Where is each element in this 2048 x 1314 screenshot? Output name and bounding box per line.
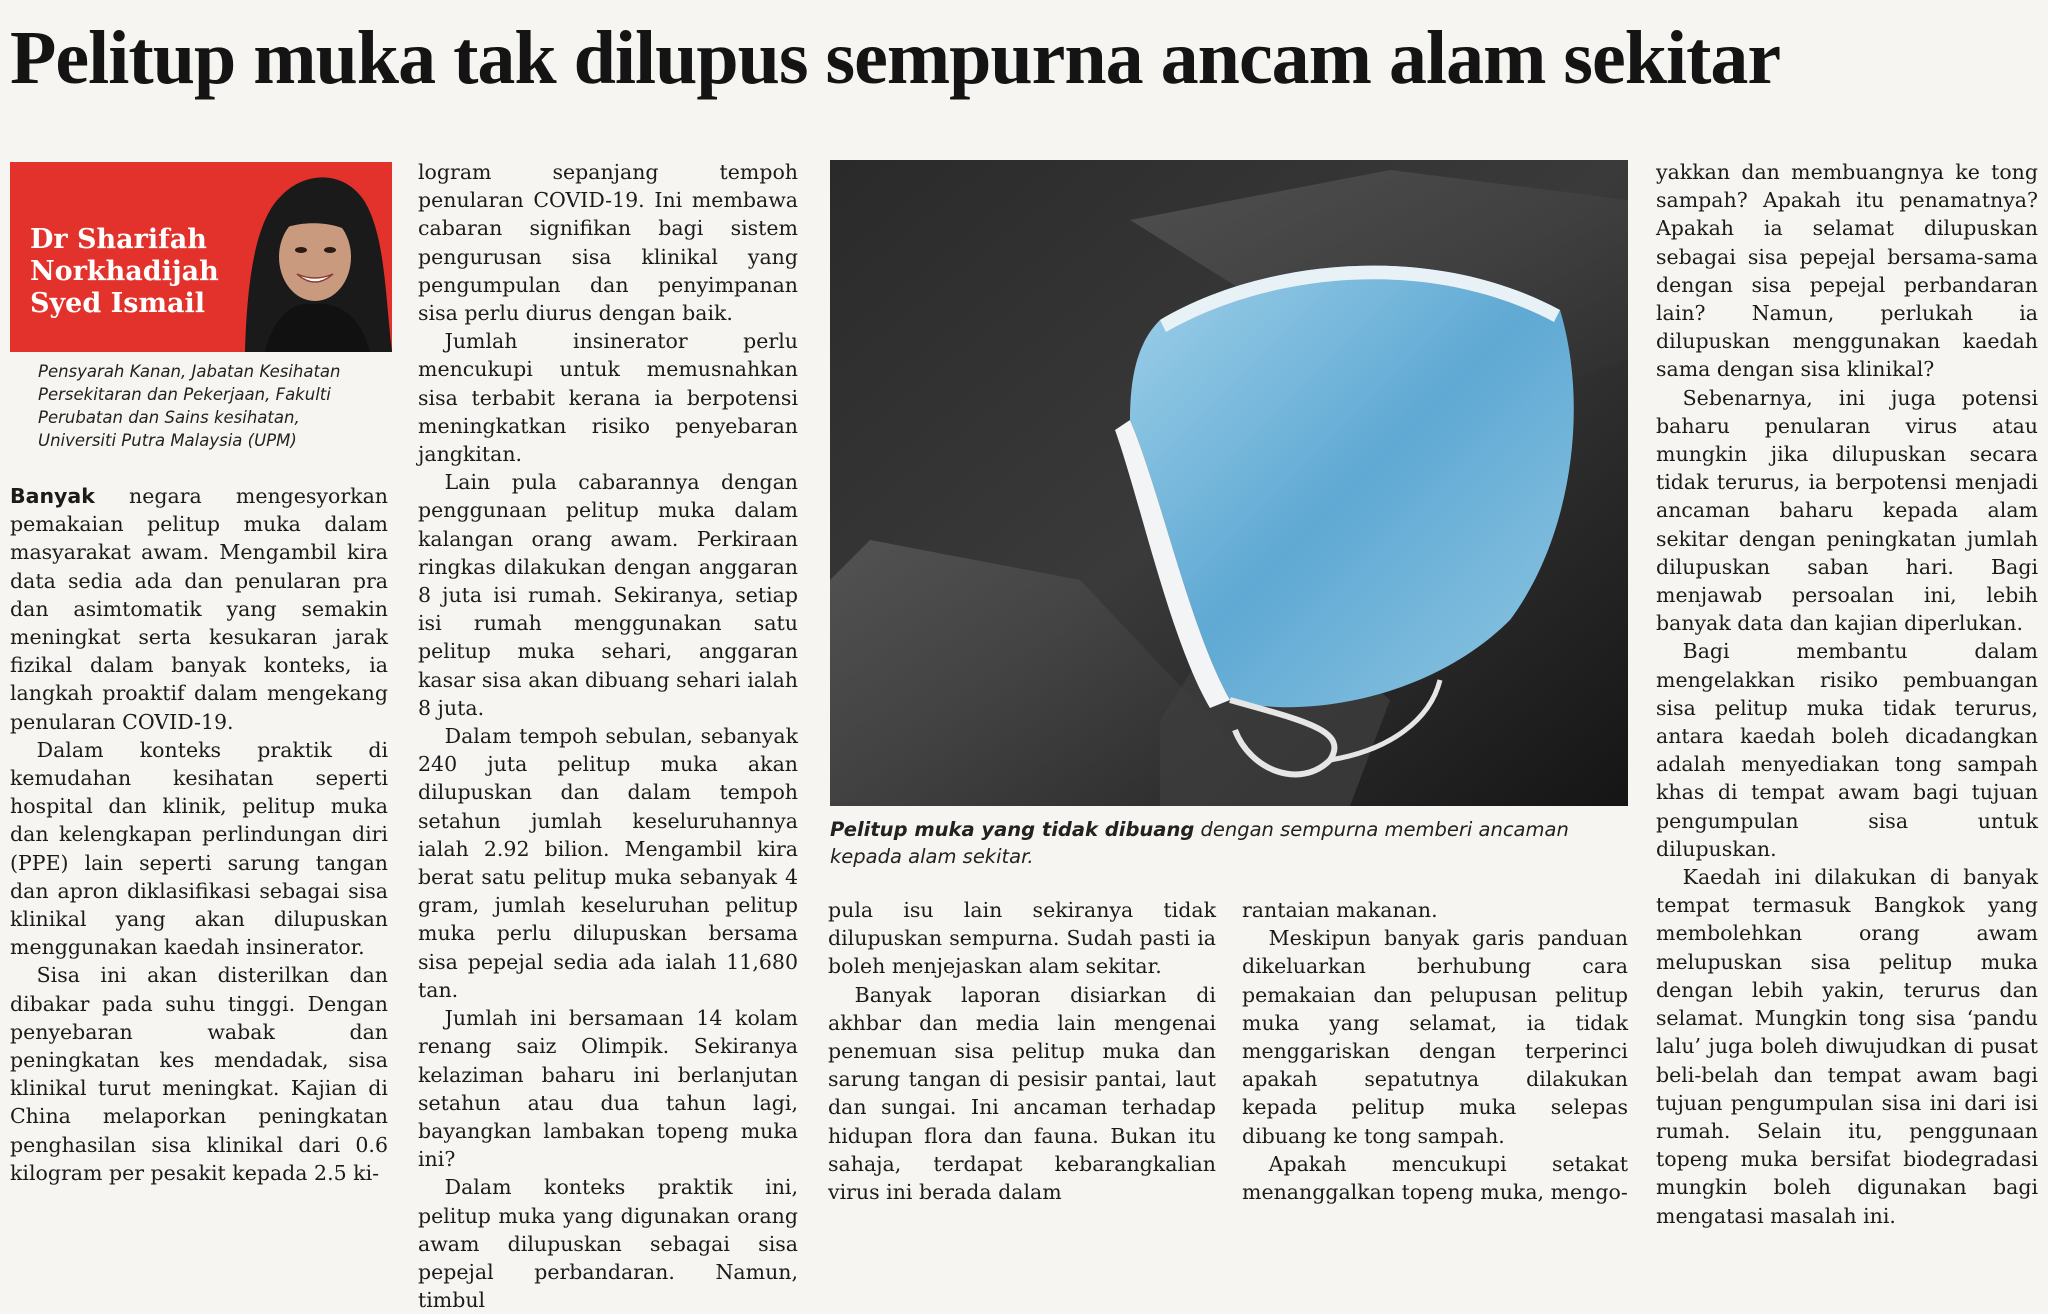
author-box bbox=[10, 162, 392, 352]
lead-word: Banyak bbox=[10, 484, 95, 508]
paragraph: Dalam konteks praktik di kemudahan kesihatan seperti hospital dan klinik, pelitup muka dan kelengkapan perlindungan diri (PPE) lain seperti sarung tangan dan apron diklasifikasi sebagai sisa klinikal yang akan dilupuskan menggunakan kaedah insinerator. bbox=[10, 737, 388, 960]
author-name-line: Dr Sharifah bbox=[30, 224, 207, 255]
article-column-5 bbox=[1656, 158, 2038, 1228]
photo-caption bbox=[830, 816, 1630, 870]
author-affiliation-line: Persekitaran dan Pekerjaan, Fakulti bbox=[38, 385, 331, 404]
caption-text: dengan sempurna memberi ancaman kepada alam sekitar. bbox=[830, 818, 1569, 868]
paragraph: Sisa ini akan disterilkan dan dibakar pada suhu tinggi. Dengan penyebaran wabak dan peningkatan kes mendadak, sisa klinikal turut meningkat. Kajian di China melaporkan peningkatan penghasilan sisa klinikal dari 0.6 kilogram per pesakit kepada 2.5 ki- bbox=[10, 963, 388, 1185]
paragraph: logram sepanjang tempoh penularan COVID-19. Ini membawa cabaran signifikan bagi sistem pengurusan sisa klinikal yang pengumpulan dan penyimpanan sisa perlu diurus dengan baik. bbox=[418, 160, 798, 326]
paragraph: Banyak laporan disiarkan di akhbar dan media lain mengenai penemuan sisa pelitup muka dan sarung tangan di pesisir pantai, laut dan sungai. Ini ancaman terhadap hidupan flora dan fauna. Bukan itu sahaja, terdapat kebarangkalian virus ini berada dalam bbox=[828, 982, 1216, 1205]
author-affiliation-line: Universiti Putra Malaysia (UPM) bbox=[38, 431, 297, 450]
author-affiliation-line: Perubatan dan Sains kesihatan, bbox=[38, 408, 300, 427]
author-name-line: Norkhadijah bbox=[30, 256, 219, 287]
author-affiliation-line: Pensyarah Kanan, Jabatan Kesihatan bbox=[38, 362, 341, 381]
author-portrait bbox=[235, 162, 392, 352]
article-column-4 bbox=[1242, 896, 1628, 1204]
paragraph: Dalam tempoh sebulan, sebanyak 240 juta pelitup muka akan dilupuskan dan dalam tempoh setahun jumlah keseluruhannya ialah 2.92 bilion. Mengambil kira berat satu pelitup muka sebanyak 4 gram, jumlah keseluruhan pelitup muka perlu dilupuskan bersama sisa pepejal sedia ada ialah 11,680 tan. bbox=[418, 724, 798, 1002]
paragraph: yakkan dan membuangnya ke tong sampah? Apakah itu penamatnya? Apakah ia selamat dilupuskan sebagai sisa pepejal bersama-sama dengan sisa pepejal perbandaran lain? Namun, perlukah ia dilupuskan menggunakan kaedah sama dengan sisa klinikal? bbox=[1656, 160, 2038, 382]
paragraph: Jumlah insinerator perlu mencukupi untuk memusnahkan sisa terbabit kerana ia berpotensi meningkatkan risiko penyebaran jangkitan. bbox=[418, 329, 798, 467]
paragraph: pula isu lain sekiranya tidak dilupuskan sempurna. Sudah pasti ia boleh menjejaskan alam sekitar. bbox=[828, 898, 1216, 979]
article-column-1 bbox=[10, 482, 388, 1202]
paragraph-text: negara mengesyorkan pemakaian pelitup muka dalam masyarakat awam. Mengambil kira data sedia ada dan penularan pra dan asimtomatik yang semakin meningkat serta kesukaran jarak fizikal dalam banyak konteks, ia langkah proaktif dalam mengekang penularan COVID-19. bbox=[10, 484, 388, 734]
author-affiliation bbox=[38, 360, 394, 452]
article-column-2 bbox=[418, 158, 798, 1313]
paragraph: Jumlah ini bersamaan 14 kolam renang saiz Olimpik. Sekiranya kelaziman baharu ini berlanjutan setahun atau dua tahun lagi, bayangkan lambakan topeng muka ini? bbox=[418, 1006, 798, 1172]
paragraph: Apakah mencukupi setakat menanggalkan topeng muka, mengo- bbox=[1242, 1151, 1628, 1205]
article-column-3 bbox=[828, 896, 1216, 1204]
paragraph: Meskipun banyak garis panduan dikeluarkan berhubung cara pemakaian dan pelupusan pelitup muka yang selamat, ia tidak menggariskan dengan terperinci apakah sepatutnya dilakukan kepada pelitup muka selepas dibuang ke tong sampah. bbox=[1242, 926, 1628, 1148]
paragraph: Kaedah ini dilakukan di banyak tempat termasuk Bangkok yang membolehkan orang awam melupuskan sisa pelitup muka dengan lebih yakin, terurus dan selamat. Mungkin tong sisa ‘pandu lalu’ juga boleh diwujudkan di pusat beli-belah dan tempat awam bagi tujuan pengumpulan sisa ini dari isi rumah. Selain itu, penggunaan topeng muka bersifat biodegradasi mungkin boleh digunakan bagi mengatasi masalah ini. bbox=[1656, 865, 2038, 1228]
caption-bold: Pelitup muka yang tidak dibuang bbox=[830, 818, 1195, 841]
headline: Pelitup muka tak dilupus sempurna ancam alam sekitar bbox=[10, 16, 1781, 100]
author-name-line: Syed Ismail bbox=[30, 288, 206, 319]
paragraph: Lain pula cabarannya dengan penggunaan pelitup muka dalam kalangan orang awam. Perkiraan ringkas dilakukan dengan anggaran 8 juta isi rumah. Sekiranya, setiap isi rumah menggunakan satu pelitup muka sehari, anggaran kasar sisa akan dibuang sehari ialah 8 juta. bbox=[418, 470, 798, 720]
paragraph: Bagi membantu dalam mengelakkan risiko pembuangan sisa pelitup muka tidak terurus, antara kaedah boleh dicadangkan adalah menyediakan tong sampah khas di tempat awam bagi tujuan pengumpulan sisa untuk dilupuskan. bbox=[1656, 639, 2038, 861]
paragraph bbox=[10, 482, 388, 736]
mask-photo bbox=[830, 160, 1628, 806]
paragraph: Sebenarnya, ini juga potensi baharu penularan virus atau mungkin jika dilupuskan secara tidak terurus, ia berpotensi menjadi ancaman baharu kepada alam sekitar dengan peningkatan jumlah dilupuskan saban hari. Bagi menjawab persoalan ini, lebih banyak data dan kajian diperlukan. bbox=[1656, 385, 2038, 636]
paragraph: rantaian makanan. bbox=[1242, 898, 1438, 922]
author-name bbox=[30, 224, 260, 320]
paragraph: Dalam konteks praktik ini, pelitup muka yang digunakan orang awam dilupuskan sebagai sisa pepejal perbandaran. Namun, timbul bbox=[418, 1175, 798, 1313]
